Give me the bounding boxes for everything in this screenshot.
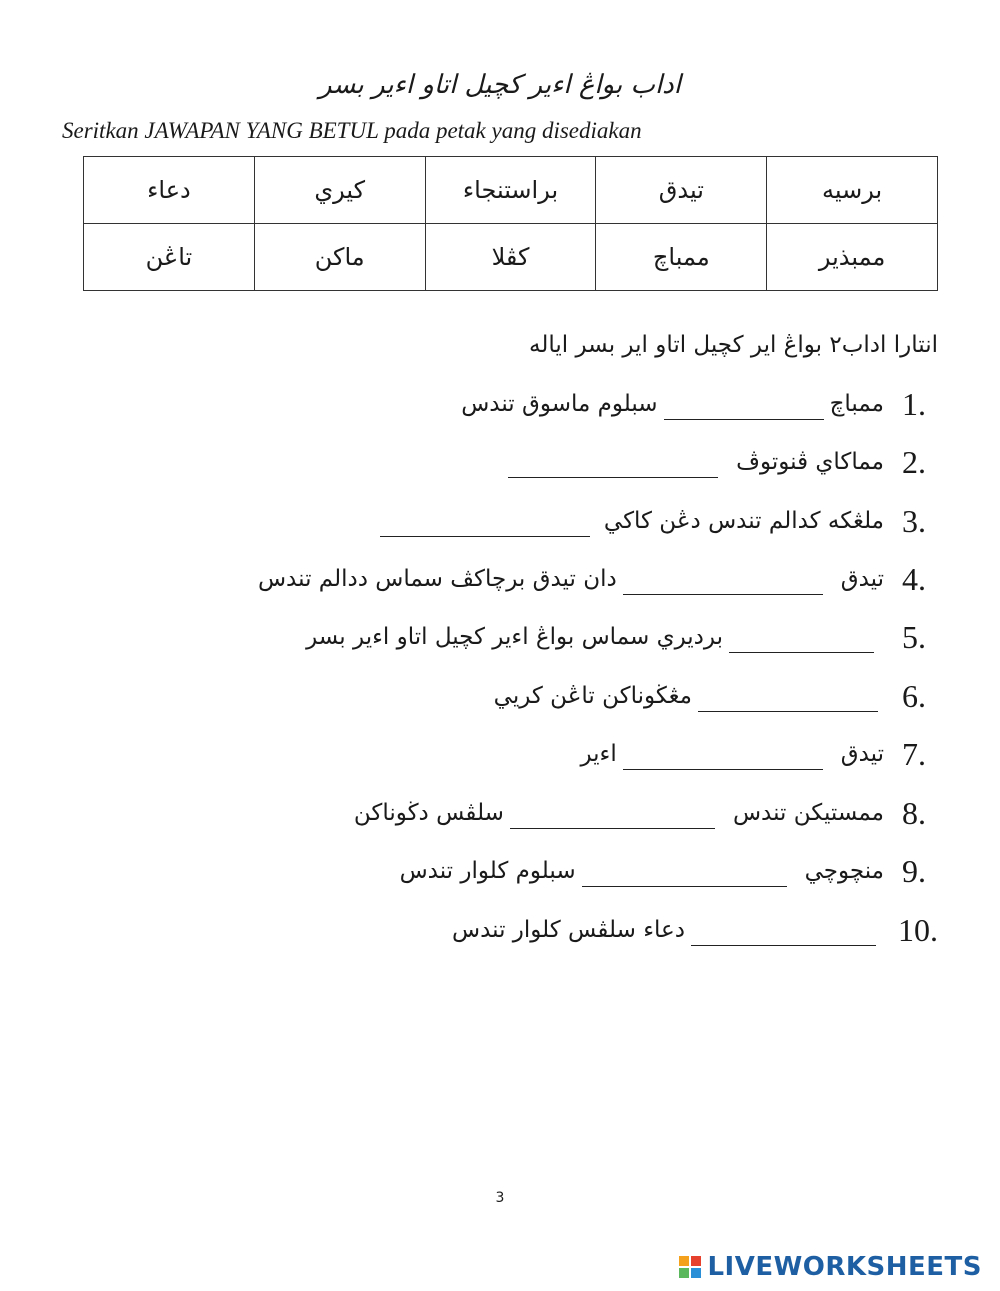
word-bank-row (84, 224, 938, 291)
question-8 (354, 789, 938, 837)
question-text-after: مڠڬوناكن تاڠن كريي (493, 683, 692, 709)
question-text-before: ممستيكن تندس (732, 800, 884, 826)
question-text-after: سبلوم كلوار تندس (399, 858, 576, 884)
word-bank-cell[interactable]: تيدق (596, 157, 767, 224)
question-number: 7. (902, 735, 926, 772)
word-bank-cell[interactable]: ممباچ (596, 224, 767, 291)
word-bank-cell[interactable]: ماكن (254, 224, 425, 291)
word-bank-row (84, 157, 938, 224)
question-4 (258, 555, 938, 603)
logo-text: LIVEWORKSHEETS (707, 1252, 982, 1282)
question-text-after: برديري سماس بواڠ اءير كچيل اتاو اءير بسر (306, 624, 723, 650)
answer-blank-8[interactable] (510, 798, 715, 829)
question-3 (374, 497, 938, 545)
question-text-after: دعاء سلڤس كلوار تندس (452, 917, 685, 943)
question-text-before: منچوچي (804, 858, 884, 884)
answer-blank-9[interactable] (582, 856, 787, 887)
word-bank-cell[interactable]: كڤلا (425, 224, 596, 291)
question-number: 6. (902, 677, 926, 714)
word-bank-table (83, 156, 938, 291)
question-number: 1. (902, 385, 926, 422)
logo-square (679, 1268, 689, 1278)
answer-blank-6[interactable] (698, 681, 878, 712)
word-bank-cell[interactable]: دعاء (84, 157, 255, 224)
liveworksheets-logo[interactable] (679, 1252, 982, 1282)
question-1 (461, 380, 938, 428)
question-text-after: دان تيدق برچاكڤ سماس ددالم تندس (257, 566, 617, 592)
answer-blank-3[interactable] (380, 506, 590, 537)
answer-blank-10[interactable] (691, 915, 876, 946)
answer-blank-5[interactable] (729, 622, 874, 653)
word-bank-cell[interactable]: تاڠن (84, 224, 255, 291)
question-5 (306, 613, 938, 661)
question-text-before: ممباچ (829, 391, 884, 417)
question-10 (452, 906, 938, 954)
question-number: 9. (902, 852, 926, 889)
logo-square (691, 1256, 701, 1266)
answer-blank-4[interactable] (623, 564, 823, 595)
question-number: 4. (902, 560, 926, 597)
question-text-before: مماكاي ڤنوتوڤ (736, 449, 884, 475)
answer-blank-2[interactable] (508, 447, 718, 478)
answer-blank-7[interactable] (623, 739, 823, 770)
question-6 (494, 672, 938, 720)
question-text-after: سبلوم ماسوق تندس (461, 391, 658, 417)
question-text-before: ملڠكه كدالم تندس دڠن كاكي (603, 508, 884, 534)
question-number: 2. (902, 443, 926, 480)
word-bank-cell[interactable]: كيري (254, 157, 425, 224)
question-text-after: اءير (580, 741, 617, 767)
logo-square (679, 1256, 689, 1266)
question-intro: انتارا اداب٢ بواڠ اير كچيل اتاو اير بسر اياله (529, 332, 938, 358)
question-number: 10. (898, 911, 938, 948)
question-text-before: تيدق (840, 741, 884, 767)
question-number: 8. (902, 794, 926, 831)
answer-blank-1[interactable] (664, 389, 824, 420)
question-number: 5. (902, 618, 926, 655)
instruction-text: Seritkan JAWAPAN YANG BETUL pada petak yang disediakan (62, 118, 642, 143)
question-text-after: سلڤس دڬوناكن (353, 800, 504, 826)
question-9 (400, 847, 938, 895)
worksheet-title: اداب بواڠ اءير كچيل اتاو اءير بسر (319, 70, 681, 100)
question-number: 3. (902, 502, 926, 539)
logo-square (691, 1268, 701, 1278)
word-bank-cell[interactable]: براستنجاء (425, 157, 596, 224)
question-7 (580, 730, 938, 778)
word-bank-cell[interactable]: ممبذير (767, 224, 938, 291)
question-2 (502, 438, 938, 486)
question-text-before: تيدق (840, 566, 884, 592)
word-bank-cell[interactable]: برسيه (767, 157, 938, 224)
page-number: 3 (495, 1190, 505, 1206)
liveworksheets-logo-icon (679, 1256, 701, 1278)
